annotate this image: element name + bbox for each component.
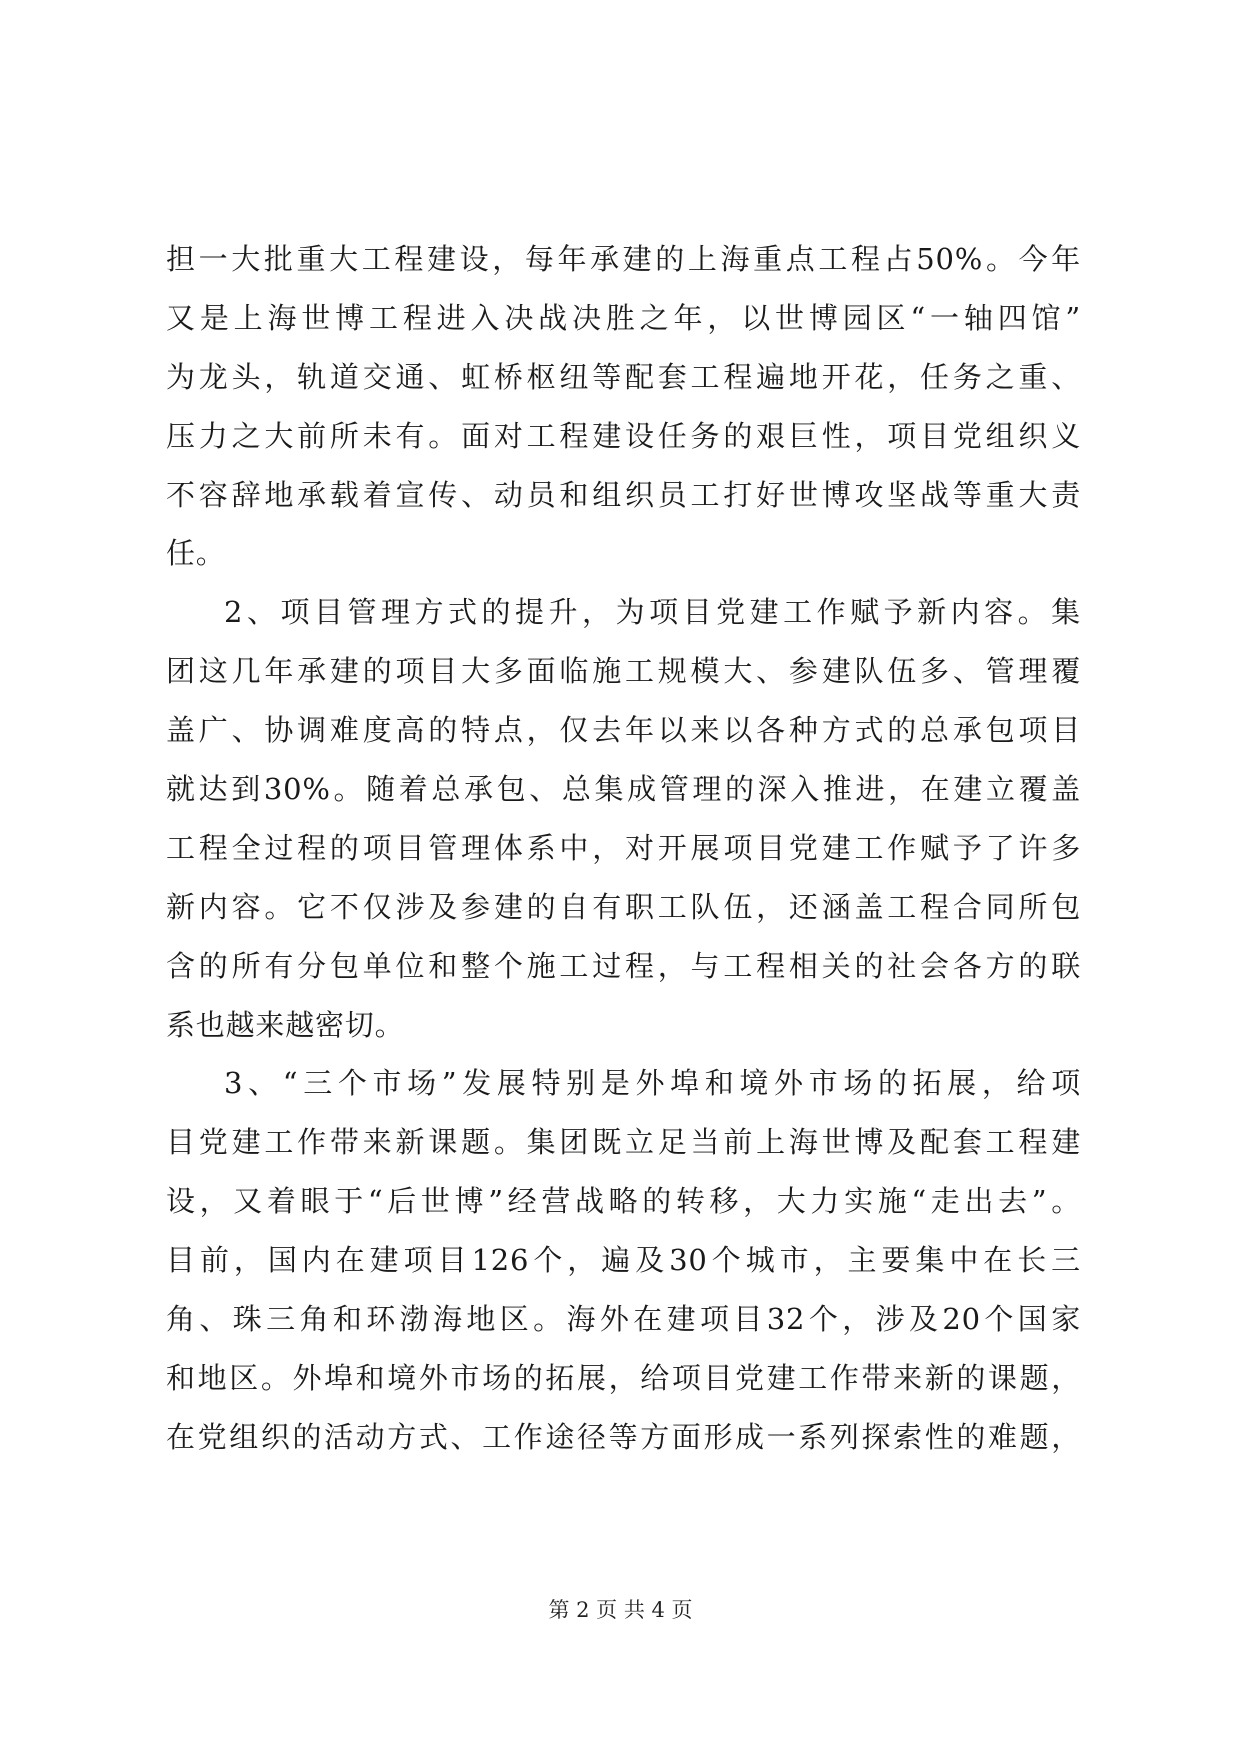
text-line: 担一大批重大工程建设，每年承建的上海重点工程占50%。今年 — [166, 242, 1081, 276]
text-line: 压力之大前所未有。面对工程建设任务的艰巨性，项目党组织义 — [166, 418, 1081, 453]
text-line: 在党组织的活动方式、工作途径等方面形成一系列探索性的难题， — [166, 1419, 1081, 1454]
paragraph-start-line: 3、“三个市场”发展特别是外埠和境外市场的拓展，给项 — [224, 1066, 1081, 1101]
text-line: 工程全过程的项目管理体系中，对开展项目党建工作赋予了许多 — [166, 830, 1081, 865]
text-line: 系也越来越密切。 — [166, 1007, 405, 1042]
text-line: 又是上海世博工程进入决战决胜之年，以世博园区“一轴四馆” — [166, 300, 1081, 335]
text-line: 为龙头，轨道交通、虹桥枢纽等配套工程遍地开花，任务之重、 — [166, 359, 1081, 394]
text-line: 就达到30%。随着总承包、总集成管理的深入推进，在建立覆盖 — [166, 772, 1081, 807]
text-line: 和地区。外埠和境外市场的拓展，给项目党建工作带来新的课题， — [166, 1360, 1081, 1395]
text-line: 目前，国内在建项目126个，遍及30个城市，主要集中在长三 — [166, 1243, 1081, 1278]
text-line: 团这几年承建的项目大多面临施工规模大、参建队伍多、管理覆 — [166, 654, 1081, 689]
text-line: 盖广、协调难度高的特点，仅去年以来以各种方式的总承包项目 — [166, 713, 1081, 748]
text-line: 不容辞地承载着宣传、动员和组织员工打好世博攻坚战等重大责 — [166, 477, 1081, 512]
text-line: 任。 — [166, 536, 226, 571]
text-line: 设，又着眼于“后世博”经营战略的转移，大力实施“走出去”。 — [166, 1184, 1081, 1219]
text-line: 新内容。它不仅涉及参建的自有职工队伍，还涵盖工程合同所包 — [166, 889, 1081, 924]
paragraph-start-line: 2、项目管理方式的提升，为项目党建工作赋予新内容。集 — [224, 595, 1081, 630]
text-line: 目党建工作带来新课题。集团既立足当前上海世博及配套工程建 — [166, 1125, 1081, 1160]
text-line: 含的所有分包单位和整个施工过程，与工程相关的社会各方的联 — [166, 948, 1081, 983]
page-number-label: 第 2 页 共 4 页 — [548, 1598, 693, 1622]
document-body — [166, 230, 1081, 1467]
text-line: 角、珠三角和环渤海地区。海外在建项目32个，涉及20个国家 — [166, 1302, 1081, 1337]
page-footer — [0, 1594, 1241, 1624]
